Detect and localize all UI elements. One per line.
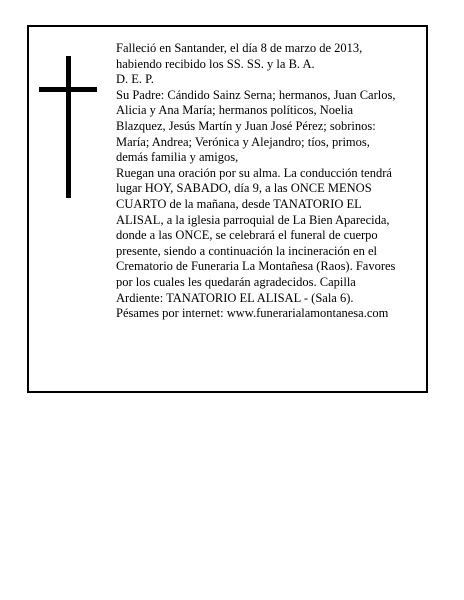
notice-line-family: demás familia y amigos, — [116, 150, 239, 165]
notice-line-sacraments: habiendo recibido los SS. SS. y la B. A. — [116, 56, 315, 71]
notice-line-service: Crematorio de Funeraria La Montañesa (Raos). Favores — [116, 259, 396, 274]
cross-vertical-bar — [66, 56, 71, 198]
obituary-notice — [27, 25, 428, 393]
notice-line-rip: D. E. P. — [116, 72, 154, 87]
latin-cross-icon — [39, 56, 97, 198]
notice-line-family: Blazquez, Jesús Martín y Juan José Pérez; sobrinos: — [116, 118, 376, 133]
cross-horizontal-bar — [39, 87, 97, 92]
notice-line-service: CUARTO de la mañana, desde TANATORIO EL — [116, 196, 362, 211]
notice-text — [116, 41, 422, 322]
notice-line-family: Su Padre: Cándido Sainz Serna; hermanos, Juan Carlos, — [116, 87, 396, 102]
notice-line-service: lugar HOY, SABADO, día 9, a las ONCE MENOS — [116, 181, 372, 196]
notice-line-service: por los cuales les quedarán agradecidos. Capilla — [116, 274, 356, 289]
notice-line-service: presente, siendo a continuación la incineración en el — [116, 243, 378, 258]
notice-line-family: María; Andrea; Verónica y Alejandro; tíos, primos, — [116, 134, 370, 149]
notice-line-service: donde a las ONCE, se celebrará el funeral de cuerpo — [116, 228, 378, 243]
notice-line-family: Alicia y Ana María; hermanos políticos, Noelia — [116, 103, 354, 118]
notice-line-service: ALISAL, a la iglesia parroquial de La Bien Aparecida, — [116, 212, 390, 227]
notice-line-death: Falleció en Santander, el día 8 de marzo de 2013, — [116, 41, 363, 55]
notice-line-chapel: Ardiente: TANATORIO EL ALISAL - (Sala 6). — [116, 290, 354, 305]
notice-line-condolences: Pésames por internet: www.funerarialamontanesa.com — [116, 306, 389, 321]
notice-line-service: Ruegan una oración por su alma. La conducción tendrá — [116, 165, 392, 180]
